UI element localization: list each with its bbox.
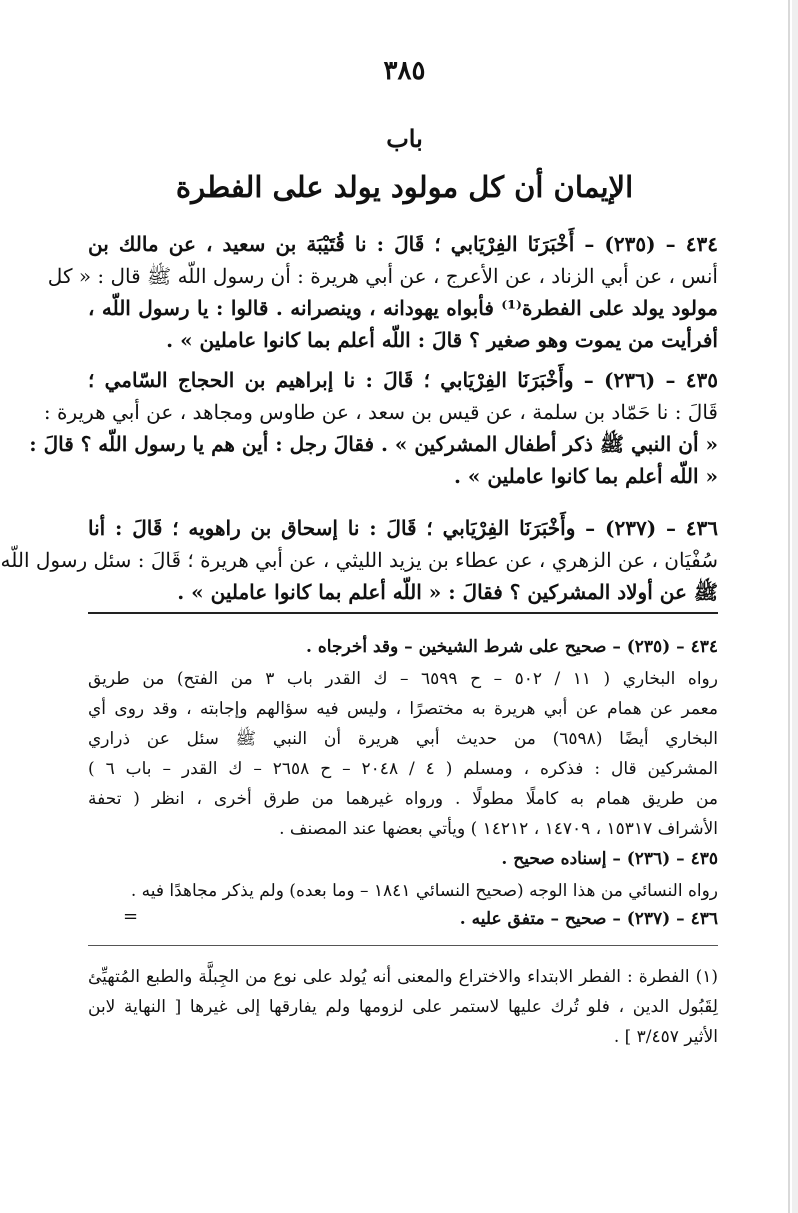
continuation-mark: =	[123, 906, 139, 927]
footnote-line-3: الأثير ٣/٤٥٧ ] .	[613, 1027, 718, 1047]
footnote-line-2: لِقَبُول الدين ، فلو تُرك عليها لاستمر على لزومها ولم يفارقها إلى غيرها [ النهاية لابن	[88, 997, 718, 1017]
note-434-heading: ٤٣٤ – (٢٣٥) – صحيح على شرط الشيخين – وقد أخرجاه .	[306, 637, 718, 657]
footnote-line-1: (١) الفطرة : الفطر الابتداء والاختراع والمعنى أنه يُولد على نوع من الجِبلَّة والطبع المُتهيِّئ	[88, 967, 718, 987]
note-line: البخاري أيضًا (٦٥٩٨) من حديث أبي هريرة أن النبي ﷺ سئل عن ذراري	[88, 729, 718, 749]
hadith-435-line-4: « اللّه أعلم بما كانوا عاملين » .	[453, 464, 718, 488]
note-line: رواه البخاري ( ١١ / ٥٠٢ – ح ٦٥٩٩ – ك القدر باب ٣ من الفتح) من طريق	[88, 669, 718, 689]
notes-separator	[88, 612, 718, 614]
chapter-title: الإيمان أن كل مولود يولد على الفطرة	[175, 170, 634, 204]
hadith-434-line-4: أفرأيت من يموت وهو صغير ؟ قالَ : اللّه أعلم بما كانوا عاملين » .	[166, 328, 718, 352]
hadith-436-line-1: ٤٣٦ – (٢٣٧) – وأَخْبَرَنَا الفِرْيَابي ؛ قَالَ : نا إسحاق بن راهويه ؛ قَالَ : أنا	[88, 516, 718, 540]
section-heading: باب	[386, 124, 423, 153]
note-line: رواه النسائي من هذا الوجه (صحيح النسائي ١٨٤١ – وما بعده) ولم يذكر مجاهدًا فيه .	[130, 881, 718, 901]
footnote-separator	[88, 945, 718, 946]
note-line: المشركين قال : فذكره ، ومسلم ( ٤ / ٢٠٤٨ – ح ٢٦٥٨ – ك القدر – باب ٦ )	[88, 759, 718, 779]
hadith-435-line-2: قَالَ : نا حَمّاد بن سلمة ، عن قيس بن سعد ، عن طاوس ومجاهد ، عن أبي هريرة :	[43, 400, 718, 424]
note-line: من طريق همام به كاملًا مطولًا . ورواه غيرهما من طرق أخرى ، انظر ( تحفة	[88, 789, 718, 809]
note-435-heading: ٤٣٥ – (٢٣٦) – إسناده صحيح .	[501, 849, 718, 869]
note-line: الأشراف ١٥٣١٧ ، ١٤٧٠٩ ، ١٤٢١٢ ) ويأتي بعضها عند المصنف .	[279, 819, 718, 839]
hadith-435-line-3: « أن النبي ﷺ ذكر أطفال المشركين » . فقالَ رجل : أين هم يا رسول اللّه ؟ قالَ :	[29, 432, 718, 456]
hadith-434-line-2: أنس ، عن أبي الزناد ، عن الأعرج ، عن أبي هريرة : أن رسول اللّه ﷺ قال : « كل	[47, 264, 718, 288]
hadith-434-line-1: ٤٣٤ – (٢٣٥) – أَخْبَرَنَا الفِرْيَابي ؛ قَالَ : نا قُتَيْبَة بن سعيد ، عن مالك بن	[88, 232, 718, 256]
note-436-heading: ٤٣٦ – (٢٣٧) – صحيح – متفق عليه .	[459, 909, 718, 929]
hadith-435-line-1: ٤٣٥ – (٢٣٦) – وأَخْبَرَنَا الفِرْيَابي ؛ قَالَ : نا إبراهيم بن الحجاج السّامي ؛	[88, 368, 719, 392]
note-line: معمر عن همام عن أبي هريرة به مختصرًا ، وليس فيه سؤالهم وإجابته ، وقد روى أي	[88, 699, 718, 719]
hadith-436-line-3: ﷺ عن أولاد المشركين ؟ فقالَ : « اللّه أعلم بما كانوا عاملين » .	[177, 580, 718, 604]
hadith-436-line-2: سُفْيَان ، عن الزهري ، عن عطاء بن يزيد الليثي ، عن أبي هريرة ؛ قَالَ : سئل رسول اللّه	[0, 548, 718, 572]
hadith-434-line-3: مولود يولد على الفطرة⁽¹⁾ فأبواه يهودانه ، وينصرانه . قالوا : يا رسول اللّه ،	[88, 296, 719, 320]
page-number: ٣٨٥	[383, 56, 426, 86]
